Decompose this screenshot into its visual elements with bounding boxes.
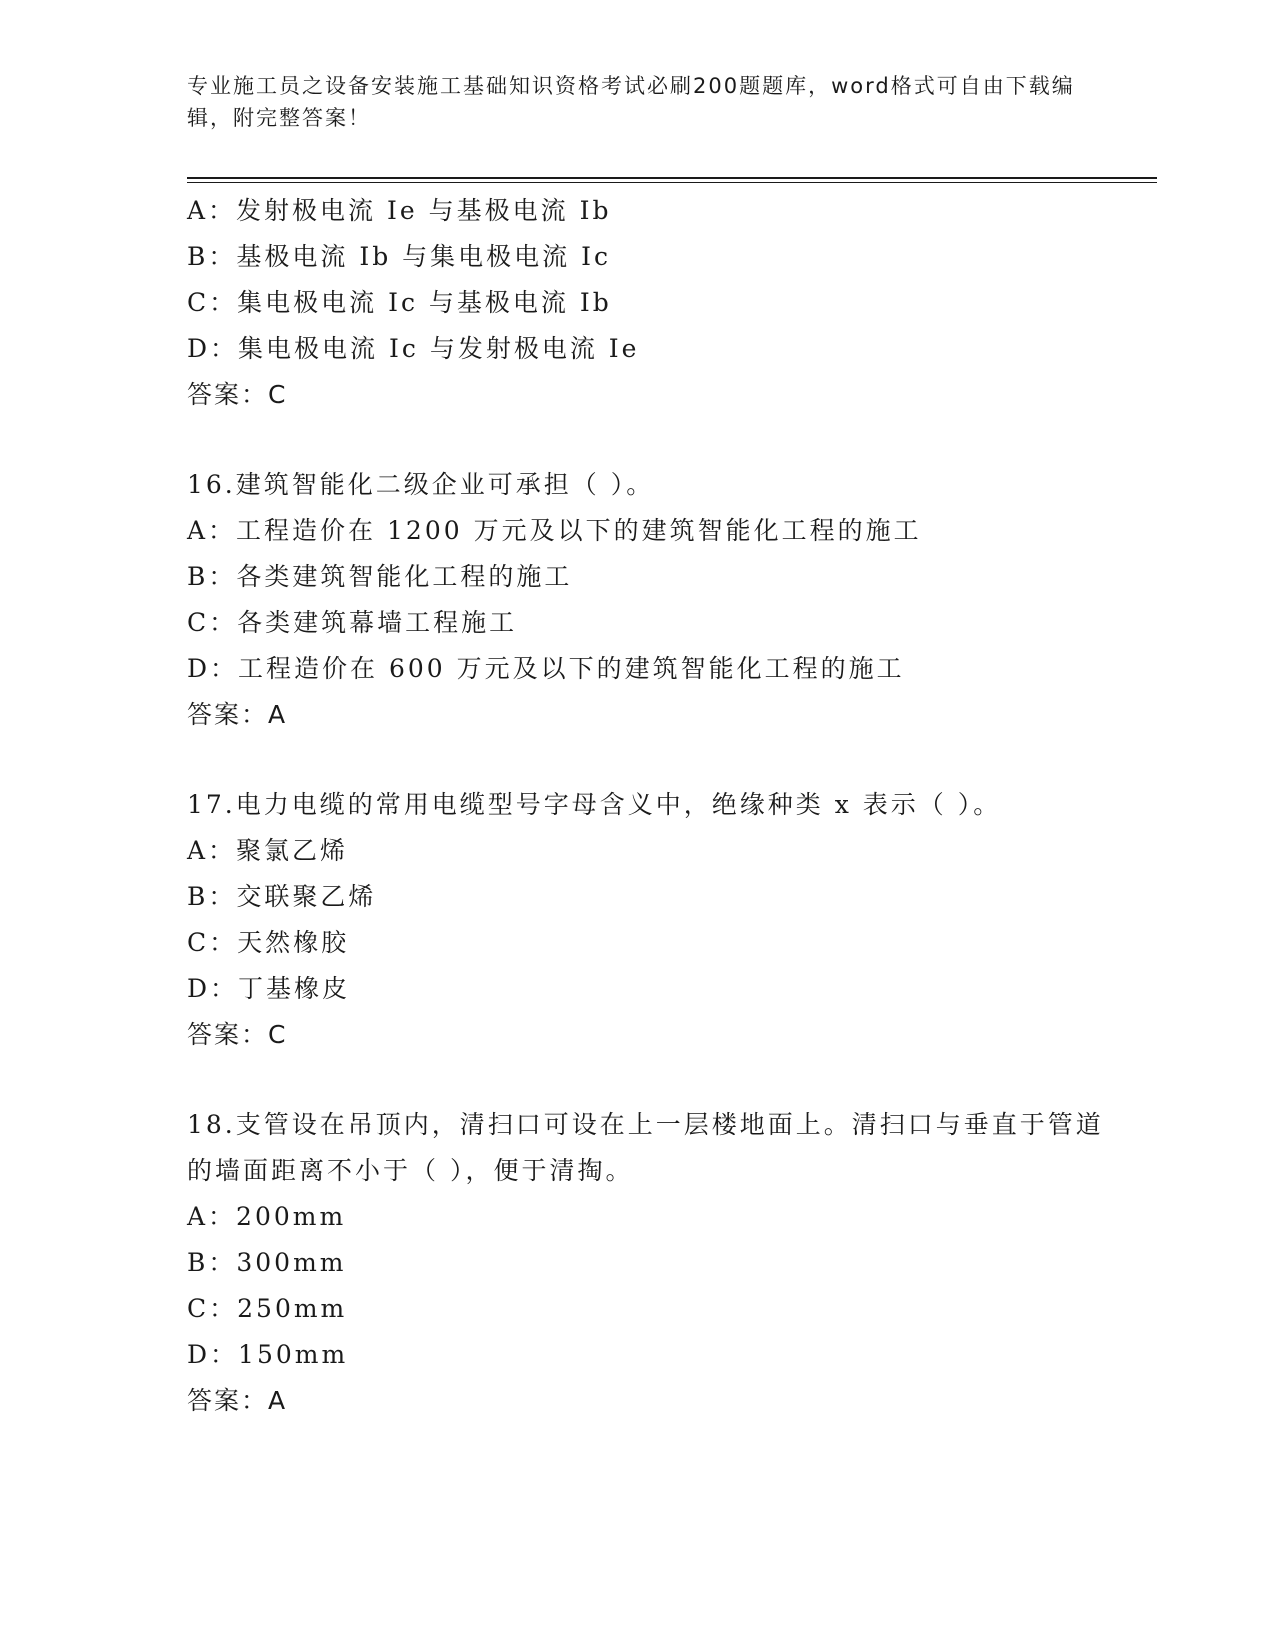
answer-text: 答案：A bbox=[187, 1386, 288, 1415]
option-b: B：交联聚乙烯 bbox=[187, 882, 377, 911]
answer-text: 答案：C bbox=[187, 380, 288, 409]
option-c: C：天然橡胶 bbox=[187, 928, 350, 957]
option-c: C：各类建筑幕墙工程施工 bbox=[187, 608, 518, 637]
question-block-16 bbox=[187, 462, 1127, 738]
option-b: B：300mm bbox=[187, 1248, 347, 1277]
option-a: A：工程造价在 1200 万元及以下的建筑智能化工程的施工 bbox=[187, 516, 922, 545]
question-block-17 bbox=[187, 782, 1127, 1058]
option-b: B：各类建筑智能化工程的施工 bbox=[187, 562, 573, 591]
option-d: D：工程造价在 600 万元及以下的建筑智能化工程的施工 bbox=[187, 654, 905, 683]
question-block-18 bbox=[187, 1102, 1127, 1424]
option-c: C：250mm bbox=[187, 1294, 348, 1323]
option-a: A：200mm bbox=[187, 1202, 347, 1231]
question-text: 16.建筑智能化二级企业可承担（ ）。 bbox=[187, 470, 655, 499]
answer-text: 答案：C bbox=[187, 1020, 288, 1049]
option-a: A：发射极电流 Ie 与基极电流 Ib bbox=[187, 196, 612, 225]
question-content bbox=[187, 188, 1127, 1424]
option-a: A：聚氯乙烯 bbox=[187, 836, 349, 865]
header-divider-thick bbox=[187, 177, 1157, 179]
header-divider-thin bbox=[187, 182, 1157, 183]
spacer bbox=[187, 1058, 1127, 1102]
question-text: 18.支管设在吊顶内，清扫口可设在上一层楼地面上。清扫口与垂直于管道的墙面距离不小于（ ），便于清掏。 bbox=[187, 1110, 1104, 1185]
spacer bbox=[187, 418, 1127, 462]
spacer bbox=[187, 738, 1127, 782]
answer-text: 答案：A bbox=[187, 700, 288, 729]
document-header: 专业施工员之设备安装施工基础知识资格考试必刷200题题库，word格式可自由下载编辑，附完整答案！ bbox=[187, 74, 1075, 130]
option-c: C：集电极电流 Ic 与基极电流 Ib bbox=[187, 288, 612, 317]
option-b: B：基极电流 Ib 与集电极电流 Ic bbox=[187, 242, 611, 271]
question-block-15 bbox=[187, 188, 1127, 418]
question-text: 17.电力电缆的常用电缆型号字母含义中，绝缘种类 x 表示（ ）。 bbox=[187, 790, 1002, 819]
option-d: D：集电极电流 Ic 与发射极电流 Ie bbox=[187, 334, 640, 363]
option-d: D：150mm bbox=[187, 1340, 349, 1369]
option-d: D：丁基橡皮 bbox=[187, 974, 351, 1003]
